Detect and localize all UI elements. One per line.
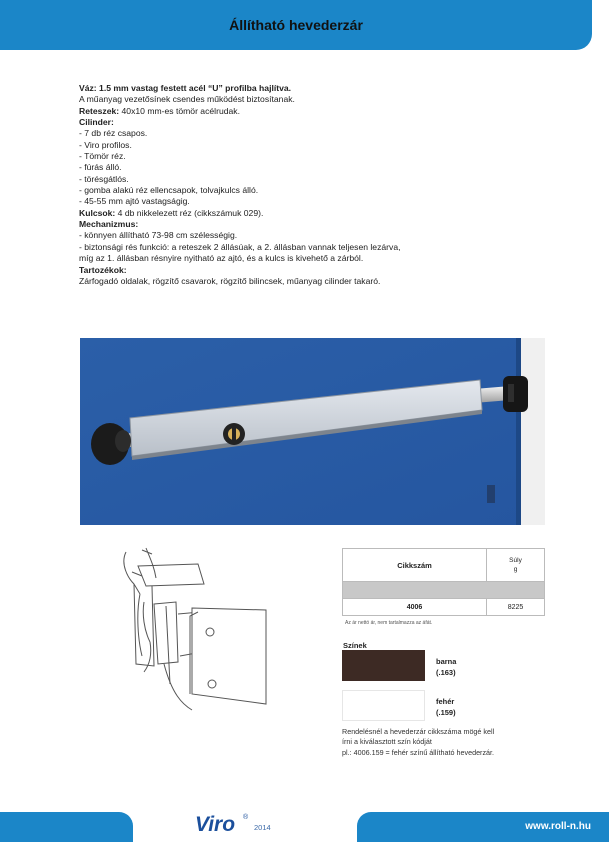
price-note: Az ár nettó ár, nem tartalmazza az áfát. bbox=[345, 620, 433, 626]
description-line bbox=[79, 128, 549, 139]
description-text: 40x10 mm-es tömör acélrudak. bbox=[119, 105, 240, 116]
table-row bbox=[343, 599, 545, 616]
spec-header-weight bbox=[487, 549, 545, 582]
color-label-white bbox=[436, 696, 456, 718]
description-text: 4 db nikkelezett réz (cikkszámuk 029). bbox=[115, 207, 264, 218]
technical-drawing bbox=[80, 544, 270, 724]
description-line bbox=[79, 230, 549, 241]
description-line bbox=[79, 185, 549, 196]
weight-label: Súly bbox=[509, 557, 522, 564]
description-line bbox=[79, 151, 549, 162]
description-line bbox=[79, 276, 549, 287]
color-swatch-brown bbox=[342, 650, 425, 681]
description-line bbox=[79, 242, 549, 253]
logo-text: Viro bbox=[195, 813, 236, 836]
color-swatch-white bbox=[342, 690, 425, 721]
description-line bbox=[79, 208, 549, 219]
description-text: - gomba alakú réz ellencsapok, tolvajkulcs álló. bbox=[79, 185, 259, 196]
description-text: 1.5 mm vastag festett acél “U” profilba hajlítva. bbox=[96, 83, 292, 93]
registered-mark: ® bbox=[243, 814, 249, 821]
order-line: pl.: 4006.159 = fehér színű állítható hevederzár. bbox=[342, 747, 495, 757]
color-code: (.159) bbox=[436, 708, 456, 717]
product-description bbox=[79, 83, 549, 287]
description-text: - 45-55 mm ajtó vastagságig. bbox=[79, 196, 190, 207]
order-line: Rendelésnél a hevederzár cikkszáma mögé kell bbox=[342, 727, 495, 736]
description-label: Váz: bbox=[79, 83, 97, 93]
description-line bbox=[79, 162, 549, 173]
description-text: - fúrás álló. bbox=[79, 162, 122, 173]
description-line bbox=[79, 253, 549, 264]
description-line bbox=[79, 140, 549, 151]
catalog-year: 2014 bbox=[254, 823, 271, 832]
description-text: míg az 1. állásban résnyire nyitható az ajtó, és a kulcs is kivehető a zárból. bbox=[79, 253, 364, 264]
spec-weight-cell: 8225 bbox=[487, 599, 545, 616]
description-line bbox=[79, 94, 549, 105]
description-label: Cilinder: bbox=[79, 117, 114, 128]
footer-right-band bbox=[357, 812, 609, 842]
description-text: - biztonsági rés funkció: a reteszek 2 állásúak, a 2. állásban vannak teljesen lezárva, bbox=[79, 241, 401, 252]
color-name: barna bbox=[436, 657, 457, 666]
description-text: - Viro profilos. bbox=[79, 139, 132, 150]
spec-table bbox=[342, 548, 545, 616]
page-title: Állítható hevederzár bbox=[229, 17, 363, 33]
description-line bbox=[79, 196, 549, 207]
description-line bbox=[79, 219, 549, 230]
description-text: - törésgátlós. bbox=[79, 173, 129, 184]
spec-separator bbox=[343, 582, 545, 599]
description-line bbox=[79, 106, 549, 117]
colors-title: Színek bbox=[343, 641, 367, 650]
description-line bbox=[79, 265, 549, 276]
spec-header-code: Cikkszám bbox=[343, 549, 487, 582]
description-label: Kulcsok: bbox=[79, 207, 116, 218]
description-label: Mechanizmus: bbox=[79, 219, 139, 230]
description-line bbox=[79, 117, 549, 128]
description-line bbox=[79, 174, 549, 185]
color-code: (.163) bbox=[436, 668, 456, 677]
website-url[interactable]: www.roll-n.hu bbox=[525, 821, 591, 832]
description-text: - 7 db réz csapos. bbox=[79, 128, 148, 139]
spec-header-row bbox=[343, 549, 545, 582]
description-text: Zárfogadó oldalak, rögzítő csavarok, rögzítő bilincsek, műanyag cilinder takaró. bbox=[79, 275, 381, 286]
product-photo bbox=[80, 338, 545, 525]
description-line bbox=[79, 83, 549, 94]
order-info bbox=[342, 727, 552, 758]
title-banner bbox=[0, 0, 592, 50]
color-label-brown bbox=[436, 656, 456, 678]
description-label: Tartozékok: bbox=[79, 264, 127, 275]
description-text: - Tömör réz. bbox=[79, 151, 126, 162]
footer-left-band bbox=[0, 812, 133, 842]
description-text: A műanyag vezetősínek csendes működést biztosítanak. bbox=[79, 94, 295, 105]
weight-unit: g bbox=[513, 566, 518, 573]
description-text: - könnyen állítható 73-98 cm szélességig. bbox=[79, 230, 238, 241]
order-line: írni a kiválasztott szín kódját bbox=[342, 737, 432, 747]
viro-logo bbox=[195, 808, 255, 836]
description-label: Reteszek: bbox=[79, 105, 120, 116]
color-name: fehér bbox=[436, 697, 455, 706]
spec-code-cell: 4006 bbox=[343, 599, 487, 616]
